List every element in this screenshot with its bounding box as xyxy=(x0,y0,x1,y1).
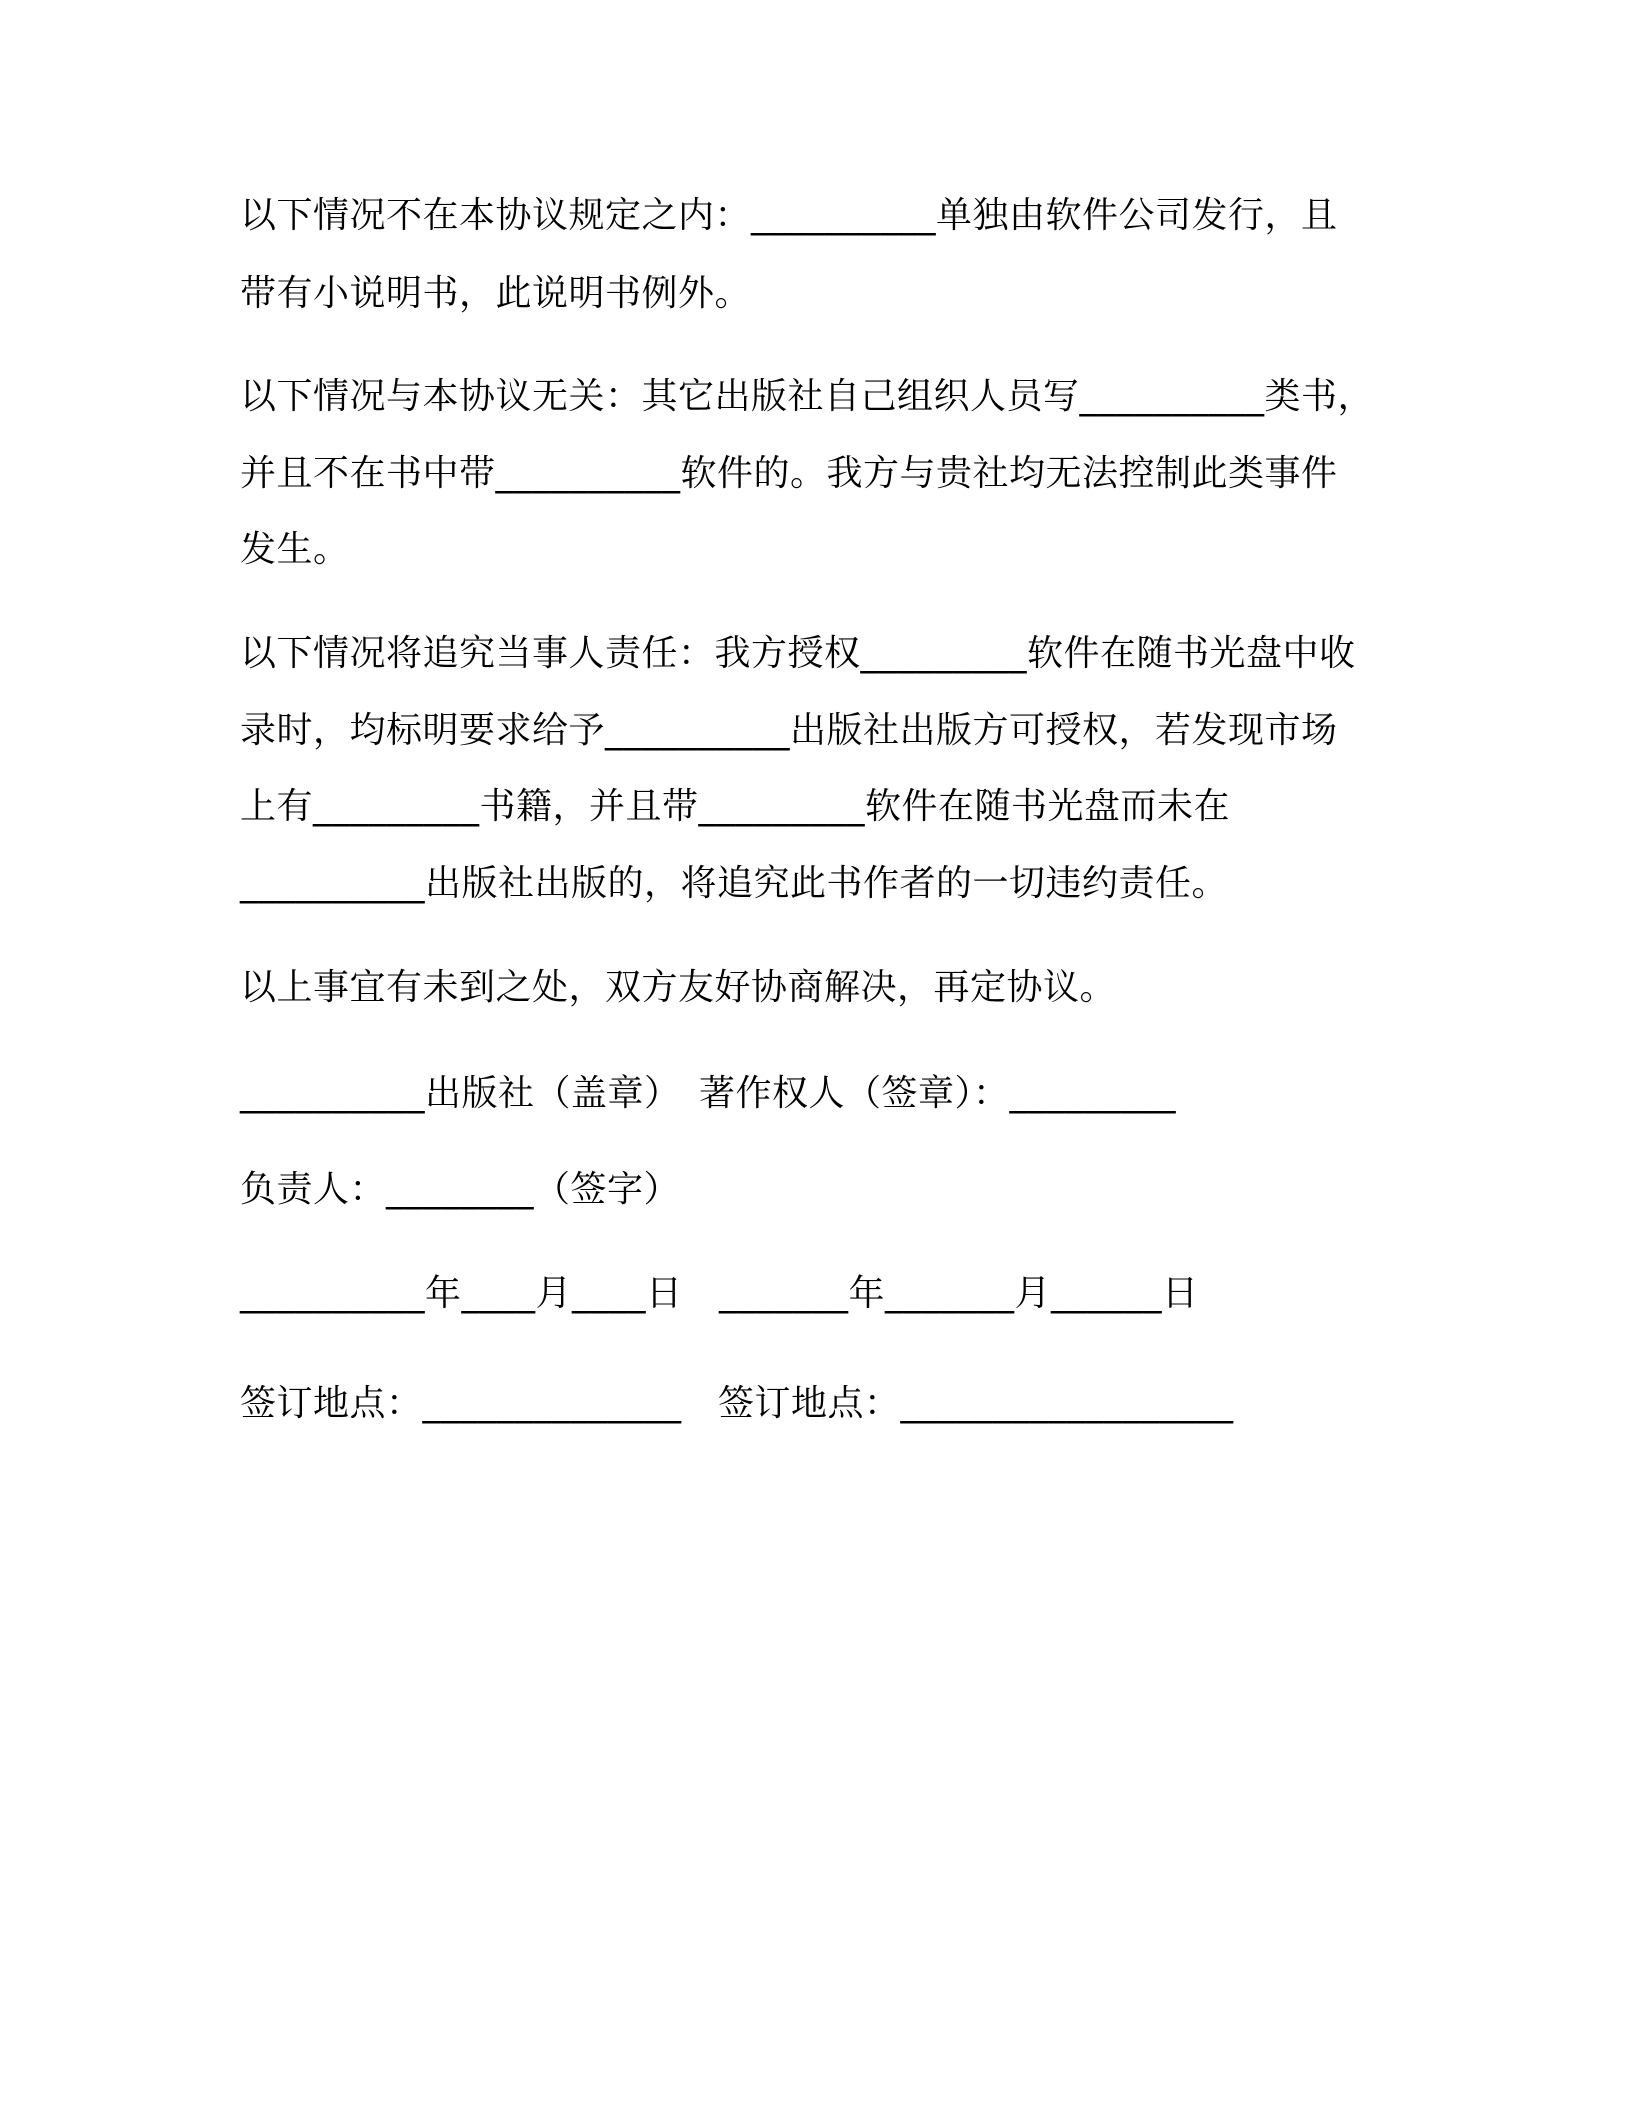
clause-exclusion-line-1: 以下情况不在本协议规定之内：__________单独由软件公司发行，且 xyxy=(240,195,1338,236)
signature-dates: __________年____月____日 _______年_______月______日 xyxy=(240,1273,1199,1314)
clause-liability-line-1: 以下情况将追究当事人责任：我方授权_________软件在随书光盘中收 xyxy=(240,633,1356,674)
clause-unrelated-line-2: 并且不在书中带__________软件的。我方与贵社均无法控制此类事件 xyxy=(240,453,1338,494)
signature-locations: 签订地点：______________ 签订地点：__________________ xyxy=(240,1383,1234,1424)
signature-parties: __________出版社（盖章） 著作权人（签章）：_________ xyxy=(240,1073,1177,1114)
clause-liability-line-3: 上有_________书籍，并且带_________软件在随书光盘而未在 xyxy=(240,786,1231,827)
clause-unrelated-line-3: 发生。 xyxy=(240,529,350,570)
clause-liability-line-4: __________出版社出版的，将追究此书作者的一切违约责任。 xyxy=(240,863,1229,904)
clause-unrelated-line-1: 以下情况与本协议无关：其它出版社自己组织人员写__________类书， xyxy=(240,376,1375,417)
clause-exclusion-line-2: 带有小说明书，此说明书例外。 xyxy=(240,273,752,314)
clause-liability-line-2: 录时，均标明要求给予__________出版社出版方可授权，若发现市场 xyxy=(240,710,1338,751)
signature-responsible: 负责人：________（签字） xyxy=(240,1169,681,1210)
clause-negotiation: 以上事宜有未到之处，双方友好协商解决，再定协议。 xyxy=(240,967,1117,1008)
